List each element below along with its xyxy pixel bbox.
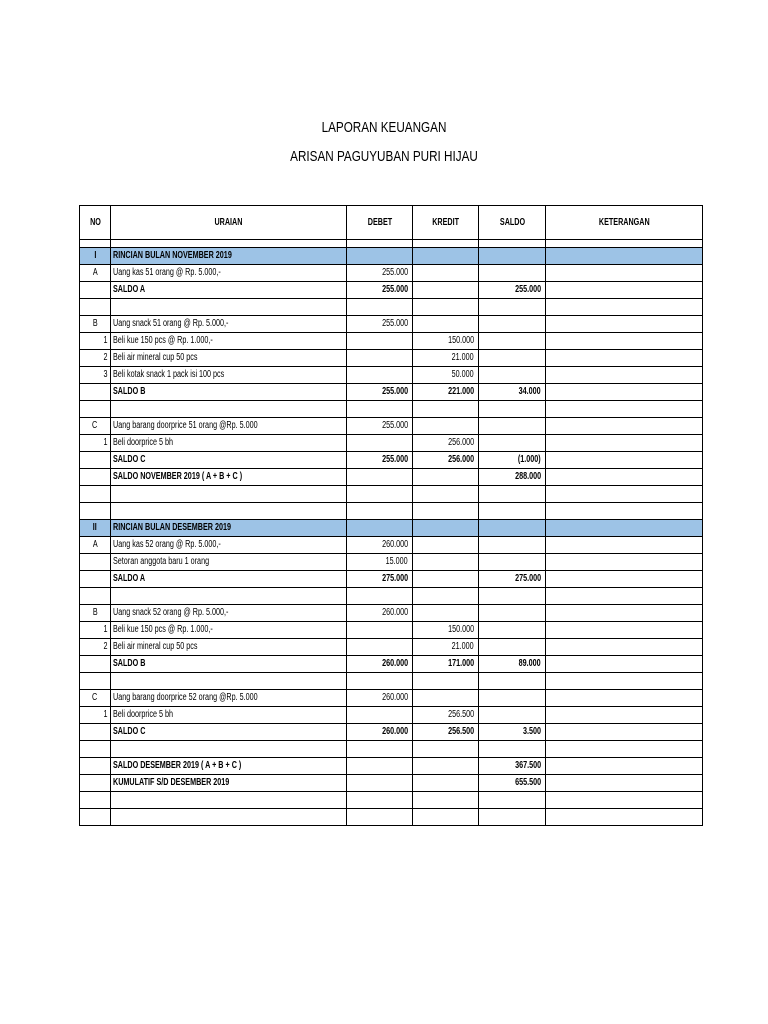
cell-debet: [347, 248, 413, 265]
cell-uraian: RINCIAN BULAN DESEMBER 2019: [111, 520, 347, 537]
cell-debet: [347, 673, 413, 690]
table-row: [80, 333, 703, 350]
cell-keterangan: [546, 520, 703, 537]
cell-saldo: 89.000: [479, 656, 546, 673]
cell-debet: 275.000: [347, 571, 413, 588]
cell-keterangan: [546, 809, 703, 826]
cell-saldo: (1.000): [479, 452, 546, 469]
cell-no: [80, 469, 111, 486]
cell-no: [80, 741, 111, 758]
cell-uraian: SALDO B: [111, 384, 347, 401]
cell-keterangan: [546, 350, 703, 367]
cell-saldo: [479, 367, 546, 384]
cell-saldo: [479, 707, 546, 724]
cell-keterangan: [546, 588, 703, 605]
cell-saldo: 34.000: [479, 384, 546, 401]
cell-debet: [347, 758, 413, 775]
cell-no: C: [80, 690, 111, 707]
cell-kredit: 150.000: [413, 333, 479, 350]
cell-saldo: [479, 265, 546, 282]
cell-saldo: 3.500: [479, 724, 546, 741]
cell-saldo: [479, 418, 546, 435]
table-row: [80, 775, 703, 792]
cell-uraian: [111, 673, 347, 690]
cell-saldo: [479, 248, 546, 265]
cell-debet: 260.000: [347, 724, 413, 741]
report-subtitle: ARISAN PAGUYUBAN PURI HIJAU: [290, 148, 478, 165]
cell-keterangan: [546, 418, 703, 435]
table-row: [80, 792, 703, 809]
cell-saldo: [479, 486, 546, 503]
cell-debet: [347, 809, 413, 826]
cell-debet: 15.000: [347, 554, 413, 571]
cell-saldo: 288.000: [479, 469, 546, 486]
cell-no: [80, 758, 111, 775]
cell-saldo: [479, 809, 546, 826]
cell-kredit: [413, 605, 479, 622]
header-uraian: URAIAN: [111, 206, 347, 240]
cell-saldo: [479, 741, 546, 758]
table-row: [80, 401, 703, 418]
cell-uraian: Uang barang doorprice 51 orang @Rp. 5.000: [111, 418, 347, 435]
cell-uraian: Beli kotak snack 1 pack isi 100 pcs: [111, 367, 347, 384]
cell-kredit: 21.000: [413, 639, 479, 656]
cell-debet: 255.000: [347, 316, 413, 333]
cell-debet: 260.000: [347, 690, 413, 707]
table-row: [80, 656, 703, 673]
cell-keterangan: [546, 690, 703, 707]
cell-keterangan: [546, 299, 703, 316]
table-header-row: [80, 206, 703, 240]
cell-debet: [347, 333, 413, 350]
cell-debet: 255.000: [347, 452, 413, 469]
cell-debet: [347, 707, 413, 724]
cell-kredit: [413, 792, 479, 809]
cell-kredit: [413, 571, 479, 588]
cell-saldo: 275.000: [479, 571, 546, 588]
cell-keterangan: [546, 775, 703, 792]
cell-uraian: Beli kue 150 pcs @ Rp. 1.000,-: [111, 333, 347, 350]
cell-uraian: Uang snack 51 orang @ Rp. 5.000,-: [111, 316, 347, 333]
cell-kredit: [413, 690, 479, 707]
cell-no: 2: [80, 350, 111, 367]
table-row: [80, 571, 703, 588]
cell-kredit: 171.000: [413, 656, 479, 673]
cell-debet: [347, 520, 413, 537]
cell-keterangan: [546, 605, 703, 622]
cell-debet: [347, 469, 413, 486]
table-row: [80, 367, 703, 384]
cell-uraian: Beli doorprice 5 bh: [111, 707, 347, 724]
cell-saldo: [479, 299, 546, 316]
cell-uraian: SALDO B: [111, 656, 347, 673]
cell-keterangan: [546, 401, 703, 418]
cell-no: 1: [80, 333, 111, 350]
cell-kredit: 150.000: [413, 622, 479, 639]
cell-debet: [347, 639, 413, 656]
cell-no: [80, 656, 111, 673]
cell-no: B: [80, 316, 111, 333]
cell-uraian: Beli air mineral cup 50 pcs: [111, 350, 347, 367]
table-row: [80, 435, 703, 452]
cell-no: [80, 588, 111, 605]
cell-debet: 255.000: [347, 282, 413, 299]
table-row: [80, 469, 703, 486]
cell-keterangan: [546, 622, 703, 639]
table-row: [80, 588, 703, 605]
spacer-cell: [413, 240, 479, 248]
cell-uraian: SALDO A: [111, 282, 347, 299]
cell-debet: [347, 588, 413, 605]
spacer-cell: [347, 240, 413, 248]
table-row: [80, 809, 703, 826]
cell-saldo: [479, 673, 546, 690]
header-no: NO: [80, 206, 111, 240]
financial-report-table: [79, 205, 703, 826]
cell-uraian: [111, 741, 347, 758]
cell-debet: [347, 503, 413, 520]
cell-no: [80, 673, 111, 690]
cell-keterangan: [546, 469, 703, 486]
table-row: [80, 724, 703, 741]
cell-saldo: [479, 435, 546, 452]
section-row: [80, 248, 703, 265]
table-row: [80, 282, 703, 299]
cell-no: 2: [80, 639, 111, 656]
cell-kredit: [413, 282, 479, 299]
cell-uraian: [111, 299, 347, 316]
cell-debet: 255.000: [347, 384, 413, 401]
cell-saldo: [479, 605, 546, 622]
cell-keterangan: [546, 724, 703, 741]
cell-debet: 260.000: [347, 537, 413, 554]
cell-kredit: [413, 775, 479, 792]
cell-debet: [347, 741, 413, 758]
cell-uraian: Beli kue 150 pcs @ Rp. 1.000,-: [111, 622, 347, 639]
cell-saldo: [479, 520, 546, 537]
cell-saldo: [479, 792, 546, 809]
cell-no: I: [80, 248, 111, 265]
cell-uraian: [111, 486, 347, 503]
spacer-cell: [479, 240, 546, 248]
cell-no: B: [80, 605, 111, 622]
cell-keterangan: [546, 741, 703, 758]
cell-kredit: 256.500: [413, 707, 479, 724]
cell-saldo: [479, 316, 546, 333]
table-row: [80, 316, 703, 333]
table-row: [80, 622, 703, 639]
cell-no: [80, 401, 111, 418]
table-row: [80, 350, 703, 367]
cell-keterangan: [546, 707, 703, 724]
cell-debet: [347, 622, 413, 639]
table-row: [80, 639, 703, 656]
table-row: [80, 299, 703, 316]
cell-kredit: [413, 265, 479, 282]
cell-keterangan: [546, 248, 703, 265]
cell-no: [80, 554, 111, 571]
table-row: [80, 503, 703, 520]
cell-uraian: Setoran anggota baru 1 orang: [111, 554, 347, 571]
cell-no: [80, 724, 111, 741]
header-saldo: SALDO: [479, 206, 546, 240]
cell-uraian: SALDO C: [111, 452, 347, 469]
cell-debet: 255.000: [347, 418, 413, 435]
cell-no: A: [80, 537, 111, 554]
cell-saldo: [479, 622, 546, 639]
cell-uraian: Uang barang doorprice 52 orang @Rp. 5.000: [111, 690, 347, 707]
cell-uraian: SALDO C: [111, 724, 347, 741]
cell-debet: 260.000: [347, 605, 413, 622]
cell-uraian: SALDO A: [111, 571, 347, 588]
cell-uraian: KUMULATIF S/D DESEMBER 2019: [111, 775, 347, 792]
table-row: [80, 486, 703, 503]
cell-keterangan: [546, 656, 703, 673]
cell-keterangan: [546, 486, 703, 503]
cell-keterangan: [546, 537, 703, 554]
cell-no: 1: [80, 622, 111, 639]
header-keterangan: KETERANGAN: [546, 206, 703, 240]
cell-kredit: [413, 673, 479, 690]
cell-kredit: [413, 503, 479, 520]
header-kredit: KREDIT: [413, 206, 479, 240]
cell-kredit: [413, 758, 479, 775]
cell-keterangan: [546, 554, 703, 571]
spacer-row: [80, 240, 703, 248]
cell-saldo: 367.500: [479, 758, 546, 775]
table-row: [80, 605, 703, 622]
cell-no: [80, 503, 111, 520]
cell-no: [80, 452, 111, 469]
cell-debet: [347, 299, 413, 316]
spacer-cell: [80, 240, 111, 248]
report-title: LAPORAN KEUANGAN: [321, 119, 447, 136]
cell-uraian: Beli doorprice 5 bh: [111, 435, 347, 452]
table-row: [80, 452, 703, 469]
cell-uraian: [111, 588, 347, 605]
cell-debet: [347, 792, 413, 809]
table-row: [80, 537, 703, 554]
cell-uraian: [111, 401, 347, 418]
cell-saldo: [479, 554, 546, 571]
table-row: [80, 690, 703, 707]
cell-no: 1: [80, 435, 111, 452]
cell-uraian: Uang kas 52 orang @ Rp. 5.000,-: [111, 537, 347, 554]
cell-no: [80, 486, 111, 503]
cell-uraian: Uang kas 51 orang @ Rp. 5.000,-: [111, 265, 347, 282]
cell-saldo: 655.500: [479, 775, 546, 792]
cell-debet: 255.000: [347, 265, 413, 282]
cell-kredit: 256.000: [413, 435, 479, 452]
cell-kredit: 50.000: [413, 367, 479, 384]
cell-saldo: [479, 350, 546, 367]
cell-keterangan: [546, 282, 703, 299]
cell-kredit: 256.500: [413, 724, 479, 741]
cell-saldo: [479, 401, 546, 418]
cell-no: [80, 775, 111, 792]
cell-kredit: [413, 809, 479, 826]
cell-keterangan: [546, 435, 703, 452]
spacer-cell: [546, 240, 703, 248]
cell-no: A: [80, 265, 111, 282]
cell-kredit: [413, 469, 479, 486]
table-row: [80, 707, 703, 724]
cell-no: [80, 792, 111, 809]
cell-uraian: SALDO DESEMBER 2019 ( A + B + C ): [111, 758, 347, 775]
cell-debet: [347, 486, 413, 503]
cell-kredit: [413, 299, 479, 316]
header-debet: DEBET: [347, 206, 413, 240]
table-row: [80, 741, 703, 758]
cell-saldo: [479, 537, 546, 554]
cell-kredit: [413, 418, 479, 435]
cell-uraian: RINCIAN BULAN NOVEMBER 2019: [111, 248, 347, 265]
cell-no: [80, 384, 111, 401]
table-row: [80, 554, 703, 571]
cell-no: [80, 282, 111, 299]
cell-uraian: [111, 503, 347, 520]
cell-keterangan: [546, 333, 703, 350]
cell-kredit: [413, 520, 479, 537]
cell-kredit: [413, 486, 479, 503]
cell-debet: [347, 775, 413, 792]
cell-uraian: [111, 809, 347, 826]
cell-debet: [347, 367, 413, 384]
cell-no: 1: [80, 707, 111, 724]
cell-keterangan: [546, 367, 703, 384]
cell-uraian: [111, 792, 347, 809]
cell-keterangan: [546, 758, 703, 775]
cell-kredit: [413, 248, 479, 265]
table-row: [80, 265, 703, 282]
cell-saldo: [479, 333, 546, 350]
cell-saldo: [479, 690, 546, 707]
cell-kredit: [413, 537, 479, 554]
cell-saldo: 255.000: [479, 282, 546, 299]
cell-keterangan: [546, 571, 703, 588]
cell-keterangan: [546, 452, 703, 469]
cell-debet: [347, 350, 413, 367]
cell-kredit: [413, 554, 479, 571]
cell-debet: [347, 435, 413, 452]
cell-uraian: Beli air mineral cup 50 pcs: [111, 639, 347, 656]
cell-saldo: [479, 503, 546, 520]
table-row: [80, 758, 703, 775]
section-row: [80, 520, 703, 537]
cell-debet: 260.000: [347, 656, 413, 673]
cell-keterangan: [546, 316, 703, 333]
table-row: [80, 673, 703, 690]
cell-no: [80, 809, 111, 826]
cell-no: [80, 571, 111, 588]
spacer-cell: [111, 240, 347, 248]
table-row: [80, 384, 703, 401]
cell-uraian: Uang snack 52 orang @ Rp. 5.000,-: [111, 605, 347, 622]
cell-no: C: [80, 418, 111, 435]
cell-uraian: SALDO NOVEMBER 2019 ( A + B + C ): [111, 469, 347, 486]
table-row: [80, 418, 703, 435]
cell-debet: [347, 401, 413, 418]
cell-no: 3: [80, 367, 111, 384]
cell-kredit: 221.000: [413, 384, 479, 401]
cell-no: [80, 299, 111, 316]
table-body: [80, 206, 703, 826]
cell-keterangan: [546, 265, 703, 282]
cell-saldo: [479, 639, 546, 656]
cell-keterangan: [546, 384, 703, 401]
cell-kredit: 256.000: [413, 452, 479, 469]
cell-kredit: [413, 401, 479, 418]
cell-kredit: [413, 741, 479, 758]
cell-kredit: 21.000: [413, 350, 479, 367]
cell-kredit: [413, 316, 479, 333]
cell-keterangan: [546, 503, 703, 520]
cell-keterangan: [546, 639, 703, 656]
cell-saldo: [479, 588, 546, 605]
cell-kredit: [413, 588, 479, 605]
cell-no: II: [80, 520, 111, 537]
cell-keterangan: [546, 673, 703, 690]
cell-keterangan: [546, 792, 703, 809]
